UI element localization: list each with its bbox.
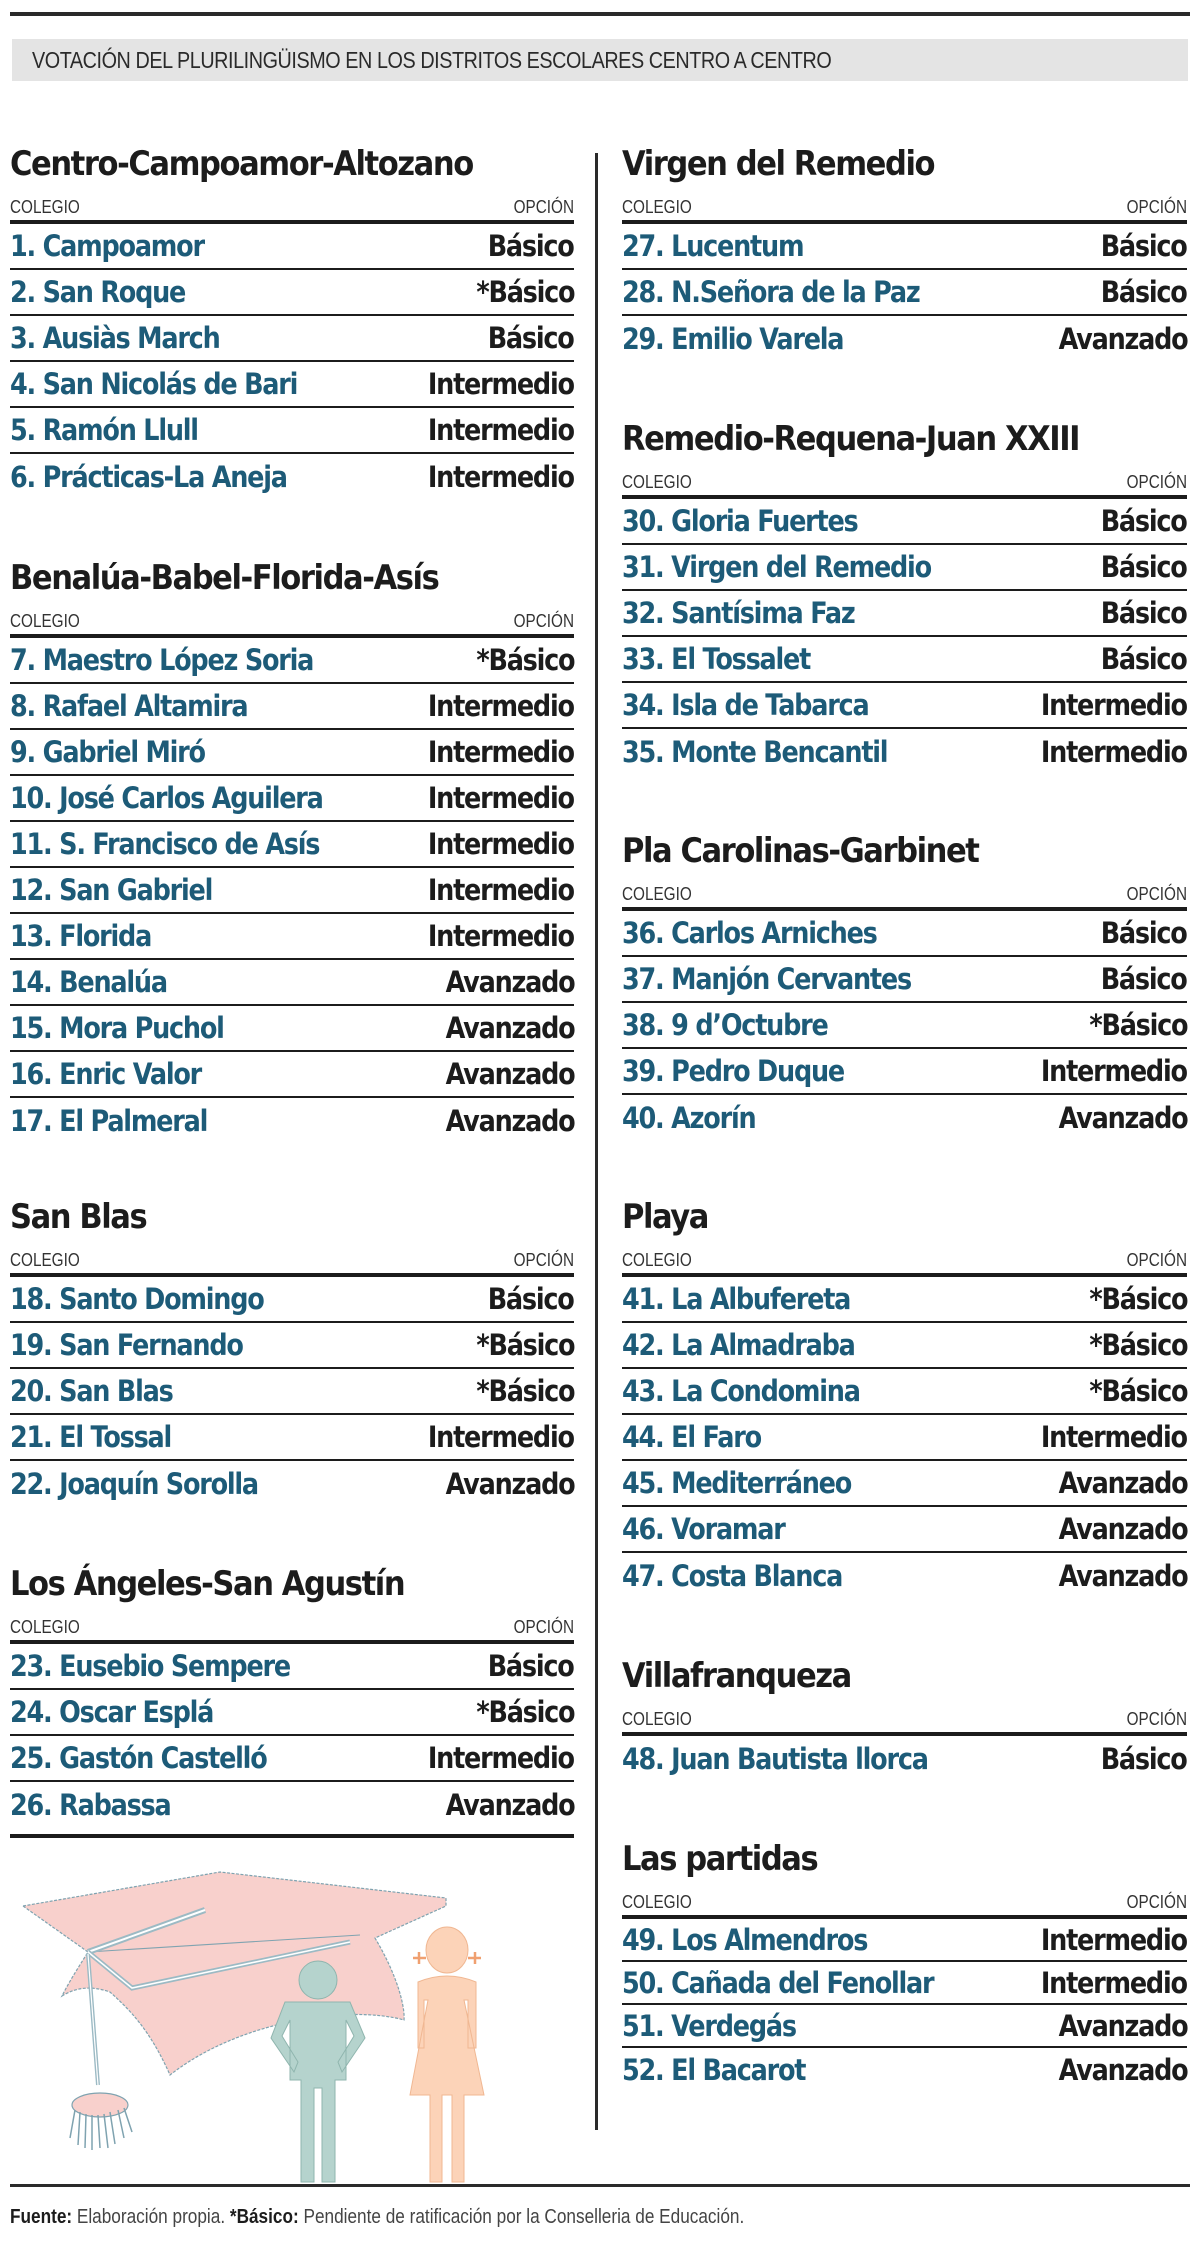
school-name: 49. Los Almendros [622, 1922, 868, 1957]
column-header-colegio: COLEGIO [622, 1709, 692, 1729]
table-header [622, 875, 1187, 911]
column-header-opcion: OPCIÓN [513, 611, 574, 631]
table-row [622, 1049, 1187, 1095]
district-title: Las partidas [622, 1839, 818, 1879]
school-name: 3. Ausiàs March [10, 321, 220, 355]
table-row [622, 545, 1187, 591]
district-title: Villafranqueza [622, 1656, 851, 1696]
table-row [622, 1461, 1187, 1507]
language-option: Avanzado [1058, 2052, 1187, 2087]
note-text: Pendiente de ratificación por la Conselleria de Educación. [298, 2206, 745, 2228]
language-option: Avanzado [445, 1104, 574, 1138]
table-row [10, 868, 574, 914]
school-name: 13. Florida [10, 919, 152, 953]
table-row [10, 1690, 574, 1736]
school-name: 42. La Almadraba [622, 1328, 855, 1362]
school-name: 19. San Fernando [10, 1328, 243, 1362]
language-option: Intermedio [428, 1741, 574, 1775]
table-header [622, 1883, 1187, 1919]
table-header [622, 1700, 1187, 1736]
language-option: Básico [488, 1649, 574, 1683]
school-name: 33. El Tossalet [622, 642, 811, 676]
language-option: *Básico [476, 275, 574, 309]
school-name: 45. Mediterráneo [622, 1466, 852, 1500]
source-text: Elaboración propia. [72, 2206, 230, 2228]
table-row [622, 2048, 1187, 2091]
school-name: 39. Pedro Duque [622, 1054, 844, 1088]
table-row [622, 224, 1187, 270]
school-name: 52. El Bacarot [622, 2052, 806, 2087]
left-column-end-rule [10, 1834, 574, 1838]
column-header-opcion: OPCIÓN [1126, 1250, 1187, 1270]
language-option: Básico [1101, 596, 1187, 630]
language-option: Avanzado [1058, 322, 1187, 356]
school-name: 4. San Nicolás de Bari [10, 367, 298, 401]
title-bar [12, 39, 1188, 81]
source-label: Fuente: [10, 2206, 73, 2228]
language-option: Básico [1101, 229, 1187, 263]
school-name: 30. Gloria Fuertes [622, 504, 858, 538]
school-name: 26. Rabassa [10, 1788, 171, 1822]
school-name: 20. San Blas [10, 1374, 173, 1408]
language-option: *Básico [1089, 1328, 1187, 1362]
table-row [10, 224, 574, 270]
column-header-opcion: OPCIÓN [513, 197, 574, 217]
table-header [622, 1241, 1187, 1277]
district-section [10, 1193, 574, 1507]
school-name: 50. Cañada del Fenollar [622, 1965, 934, 2000]
language-option: *Básico [1089, 1374, 1187, 1408]
table-row [10, 914, 574, 960]
district-section [622, 415, 1187, 775]
table-row [622, 1507, 1187, 1553]
table-header [10, 1608, 574, 1644]
column-header-opcion: OPCIÓN [513, 1617, 574, 1637]
language-option: *Básico [1089, 1008, 1187, 1042]
language-option: Intermedio [428, 413, 574, 447]
graduation-cap-icon [23, 1872, 446, 2150]
column-header-colegio: COLEGIO [622, 1892, 692, 1912]
column-header-opcion: OPCIÓN [1126, 1709, 1187, 1729]
district-section [622, 1652, 1187, 1782]
district-title: Benalúa-Babel-Florida-Asís [10, 558, 439, 598]
table-row [622, 499, 1187, 545]
table-row [622, 270, 1187, 316]
district-section [622, 827, 1187, 1141]
table-row [10, 408, 574, 454]
school-name: 7. Maestro López Soria [10, 643, 314, 677]
school-name: 11. S. Francisco de Asís [10, 827, 320, 861]
school-name: 12. San Gabriel [10, 873, 213, 907]
table-row [10, 1006, 574, 1052]
district-title: San Blas [10, 1197, 147, 1237]
table-row [622, 2005, 1187, 2048]
language-option: Intermedio [428, 689, 574, 723]
column-header-colegio: COLEGIO [10, 1250, 80, 1270]
column-header-colegio: COLEGIO [10, 197, 80, 217]
school-name: 47. Costa Blanca [622, 1559, 843, 1593]
district-section [622, 1835, 1187, 2091]
table-row [622, 957, 1187, 1003]
table-row [10, 1736, 574, 1782]
language-option: Intermedio [1041, 735, 1187, 769]
school-name: 40. Azorín [622, 1101, 756, 1135]
school-name: 2. San Roque [10, 275, 186, 309]
language-option: *Básico [476, 1374, 574, 1408]
table-row [622, 1277, 1187, 1323]
language-option: Básico [488, 229, 574, 263]
table-row [10, 362, 574, 408]
table-row [10, 454, 574, 500]
table-header [622, 463, 1187, 499]
table-header [622, 188, 1187, 224]
language-option: Avanzado [445, 1788, 574, 1822]
language-option: Básico [1101, 916, 1187, 950]
column-header-opcion: OPCIÓN [1126, 197, 1187, 217]
language-option: Básico [488, 321, 574, 355]
school-name: 6. Prácticas-La Aneja [10, 460, 287, 494]
table-row [10, 1644, 574, 1690]
language-option: *Básico [476, 1695, 574, 1729]
school-name: 18. Santo Domingo [10, 1282, 264, 1316]
language-option: Básico [1101, 642, 1187, 676]
table-row [10, 960, 574, 1006]
table-row [622, 1553, 1187, 1599]
school-name: 23. Eusebio Sempere [10, 1649, 290, 1683]
table-row [622, 1415, 1187, 1461]
district-section [10, 554, 574, 1144]
district-title: Playa [622, 1197, 709, 1237]
school-name: 28. N.Señora de la Paz [622, 275, 920, 309]
column-header-colegio: COLEGIO [10, 611, 80, 631]
language-option: Básico [1101, 1742, 1187, 1776]
table-row [10, 1098, 574, 1144]
school-name: 1. Campoamor [10, 229, 204, 263]
table-row [10, 1461, 574, 1507]
school-name: 31. Virgen del Remedio [622, 550, 931, 584]
school-name: 5. Ramón Llull [10, 413, 198, 447]
language-option: Intermedio [1041, 1922, 1187, 1957]
table-row [622, 1962, 1187, 2005]
language-option: Intermedio [1041, 1965, 1187, 2000]
school-name: 22. Joaquín Sorolla [10, 1467, 258, 1501]
language-option: Intermedio [428, 735, 574, 769]
language-option: Básico [1101, 962, 1187, 996]
column-header-colegio: COLEGIO [622, 884, 692, 904]
school-name: 29. Emilio Varela [622, 322, 844, 356]
language-option: Avanzado [1058, 1512, 1187, 1546]
language-option: Intermedio [1041, 688, 1187, 722]
language-option: Intermedio [1041, 1420, 1187, 1454]
table-row [622, 1095, 1187, 1141]
table-row [622, 316, 1187, 362]
column-header-colegio: COLEGIO [622, 1250, 692, 1270]
school-name: 10. José Carlos Aguilera [10, 781, 323, 815]
school-name: 41. La Albufereta [622, 1282, 851, 1316]
school-name: 21. El Tossal [10, 1420, 172, 1454]
language-option: Avanzado [1058, 2008, 1187, 2043]
table-row [10, 270, 574, 316]
language-option: Intermedio [428, 781, 574, 815]
page-title: VOTACIÓN DEL PLURILINGÜISMO EN LOS DISTRITOS ESCOLARES CENTRO A CENTRO [32, 46, 832, 73]
table-row [10, 638, 574, 684]
school-name: 37. Manjón Cervantes [622, 962, 911, 996]
language-option: *Básico [476, 643, 574, 677]
table-row [10, 1415, 574, 1461]
column-header-colegio: COLEGIO [10, 1617, 80, 1637]
table-row [622, 1369, 1187, 1415]
school-name: 38. 9 d’Octubre [622, 1008, 828, 1042]
language-option: Intermedio [428, 460, 574, 494]
column-divider [595, 153, 598, 2130]
district-title: Remedio-Requena-Juan XXIII [622, 419, 1080, 459]
school-name: 46. Voramar [622, 1512, 785, 1546]
school-name: 14. Benalúa [10, 965, 167, 999]
table-row [622, 1323, 1187, 1369]
language-option: Básico [1101, 504, 1187, 538]
school-name: 8. Rafael Altamira [10, 689, 248, 723]
table-row [10, 1782, 574, 1828]
table-row [622, 1919, 1187, 1962]
top-rule [10, 12, 1190, 16]
table-header [10, 188, 574, 224]
district-section [622, 140, 1187, 362]
table-row [622, 911, 1187, 957]
graduation-illustration [20, 1870, 500, 2186]
school-name: 36. Carlos Arniches [622, 916, 877, 950]
language-option: Intermedio [428, 919, 574, 953]
school-name: 27. Lucentum [622, 229, 804, 263]
school-name: 9. Gabriel Miró [10, 735, 205, 769]
language-option: Intermedio [428, 367, 574, 401]
table-row [622, 1736, 1187, 1782]
column-header-opcion: OPCIÓN [1126, 884, 1187, 904]
district-section [622, 1193, 1187, 1599]
table-row [10, 1323, 574, 1369]
school-name: 34. Isla de Tabarca [622, 688, 869, 722]
table-row [622, 637, 1187, 683]
district-title: Los Ángeles-San Agustín [10, 1564, 405, 1604]
table-row [622, 591, 1187, 637]
language-option: Avanzado [1058, 1101, 1187, 1135]
table-row [10, 1052, 574, 1098]
table-row [622, 729, 1187, 775]
column-header-opcion: OPCIÓN [1126, 1892, 1187, 1912]
district-title: Pla Carolinas-Garbinet [622, 831, 979, 871]
girl-figure-icon [410, 1927, 484, 2182]
district-section [10, 1560, 574, 1828]
table-header [10, 1241, 574, 1277]
table-row [622, 683, 1187, 729]
table-row [10, 730, 574, 776]
table-row [10, 776, 574, 822]
school-name: 51. Verdegás [622, 2008, 796, 2043]
language-option: Intermedio [428, 1420, 574, 1454]
table-row [622, 1003, 1187, 1049]
column-header-colegio: COLEGIO [622, 197, 692, 217]
school-name: 48. Juan Bautista llorca [622, 1742, 928, 1776]
language-option: *Básico [1089, 1282, 1187, 1316]
table-row [10, 316, 574, 362]
school-name: 15. Mora Puchol [10, 1011, 224, 1045]
column-header-opcion: OPCIÓN [513, 1250, 574, 1270]
school-name: 44. El Faro [622, 1420, 761, 1454]
district-title: Virgen del Remedio [622, 144, 935, 184]
table-row [10, 1369, 574, 1415]
school-name: 25. Gastón Castelló [10, 1741, 267, 1775]
language-option: Básico [488, 1282, 574, 1316]
table-header [10, 602, 574, 638]
language-option: Intermedio [428, 873, 574, 907]
school-name: 35. Monte Bencantil [622, 735, 888, 769]
language-option: Básico [1101, 275, 1187, 309]
footer-rule [10, 2184, 1190, 2187]
district-section [10, 140, 574, 500]
table-row [10, 822, 574, 868]
language-option: Avanzado [445, 965, 574, 999]
language-option: Avanzado [445, 1467, 574, 1501]
column-header-opcion: OPCIÓN [1126, 472, 1187, 492]
language-option: Avanzado [445, 1011, 574, 1045]
school-name: 17. El Palmeral [10, 1104, 208, 1138]
language-option: Intermedio [428, 827, 574, 861]
district-title: Centro-Campoamor-Altozano [10, 144, 473, 184]
language-option: Avanzado [1058, 1559, 1187, 1593]
table-row [10, 684, 574, 730]
column-header-colegio: COLEGIO [622, 472, 692, 492]
language-option: Intermedio [1041, 1054, 1187, 1088]
school-name: 43. La Condomina [622, 1374, 860, 1408]
language-option: Básico [1101, 550, 1187, 584]
school-name: 24. Oscar Esplá [10, 1695, 214, 1729]
language-option: *Básico [476, 1328, 574, 1362]
school-name: 32. Santísima Faz [622, 596, 855, 630]
school-name: 16. Enric Valor [10, 1057, 202, 1091]
table-row [10, 1277, 574, 1323]
note-label: *Básico: [229, 2206, 299, 2228]
language-option: Avanzado [1058, 1466, 1187, 1500]
footer-note [10, 2206, 744, 2229]
language-option: Avanzado [445, 1057, 574, 1091]
